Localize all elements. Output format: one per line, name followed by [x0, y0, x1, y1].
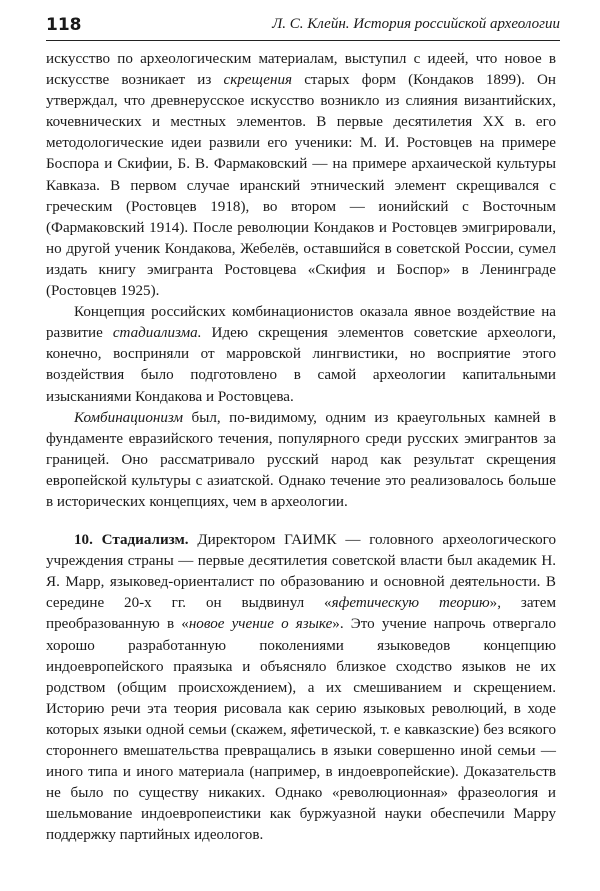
text-run: был, по-видимому, одним из краеугольных камней в фундаменте евразийского течения, популярного среди русских эмигрантов за границей. Оно рассматривало русский народ как результат скрещения европейской культуры с азиатской. Однако течение это реализовалось больше в исторических концепциях, чем в археологии.	[46, 409, 556, 510]
emphasis-text: стадиализма.	[112, 325, 202, 342]
emphasis-text: Комбинационизм	[74, 409, 184, 426]
text-run: ». Это учение напрочь отвергало хорошо разработанную поколениями языковедов концепцию индоевропейского праязыка и объясняло близкое сходство языков не их родством (общим происхождением), а их смешиванием и скрещением. Историю речи эта теория рисовала как серию языковых революций, в ходе которых языки одной семьи (скажем, яфетической, т. е кавказские) без всякого стороннего вмешательства превращались в языки совершенно иной семьи — иного типа и иного материала (например, в индоевропейские). Доказательств не было по существу никаких. Однако «революционная» фразеология и шельмование индоевропеистики как буржуазной науки обеспечили Марру поддержку партийных идеологов.	[46, 616, 556, 844]
emphasis-text: новое учение о языке	[188, 616, 333, 633]
page-number: 118	[46, 15, 82, 35]
text-run: Идею скрещения элементов советские археологи, конечно, восприняли от марровской лингвистики, но восприятие этого воздействия было подготовлено в самой археологии капитальными изысканиями Кондакова и Ростовцева.	[46, 325, 556, 405]
emphasis-text: яфетическую теорию	[331, 595, 490, 612]
emphasis-text: скрещения	[223, 72, 293, 89]
text-run: Концепция российских комбинационистов оказала явное воздействие на развитие	[46, 304, 556, 342]
body-text	[46, 49, 556, 846]
section-heading: 10. Стадиализм.	[74, 532, 189, 549]
text-run: искусство по археологическим материалам, выступил с идеей, что новое в искусстве возникает из	[46, 51, 556, 89]
text-run: старых форм (Кондаков 1899). Он утверждал, что древнерусское искусство возникло из слияния византийских, кочевнических и местных элементов. В первые десятилетия XX в. его методологические идеи развили его ученики: М. И. Ростовцев на примере Боспора и Скифии, Б. В. Фармаковский — на примере архаической культуры Кавказа. В первом случае иранский этнический элемент скрещивался с греческим (Ростовцев 1918), во втором — ионийский с Восточным (Фармаковский 1914). После революции Кондаков и Ростовцев эмигрировали, но другой ученик Кондакова, Жебелёв, оставшийся в советской России, сумел издать книгу эмигранта Ростовцева «Скифия и Боспор» в Ленинграде (Ростовцев 1925).	[46, 72, 557, 300]
running-title: Л. С. Клейн. История российской археологии	[272, 16, 560, 32]
text-run: Директором ГАИМК — головного археологического учреждения страны — первые десятилетия советской власти был академик Н. Я. Марр, языковед-ориенталист по образованию и основной деятельности. В середине 20-х гг. он выдвинул «	[46, 532, 556, 612]
paragraph-eurasianism	[46, 408, 556, 513]
text-run: », затем преобразованную в «	[46, 595, 556, 633]
paragraph-combinationists	[46, 302, 556, 407]
paragraph-kondakov	[46, 49, 556, 302]
page-header	[46, 12, 560, 41]
paragraph-stadialism	[46, 530, 556, 846]
